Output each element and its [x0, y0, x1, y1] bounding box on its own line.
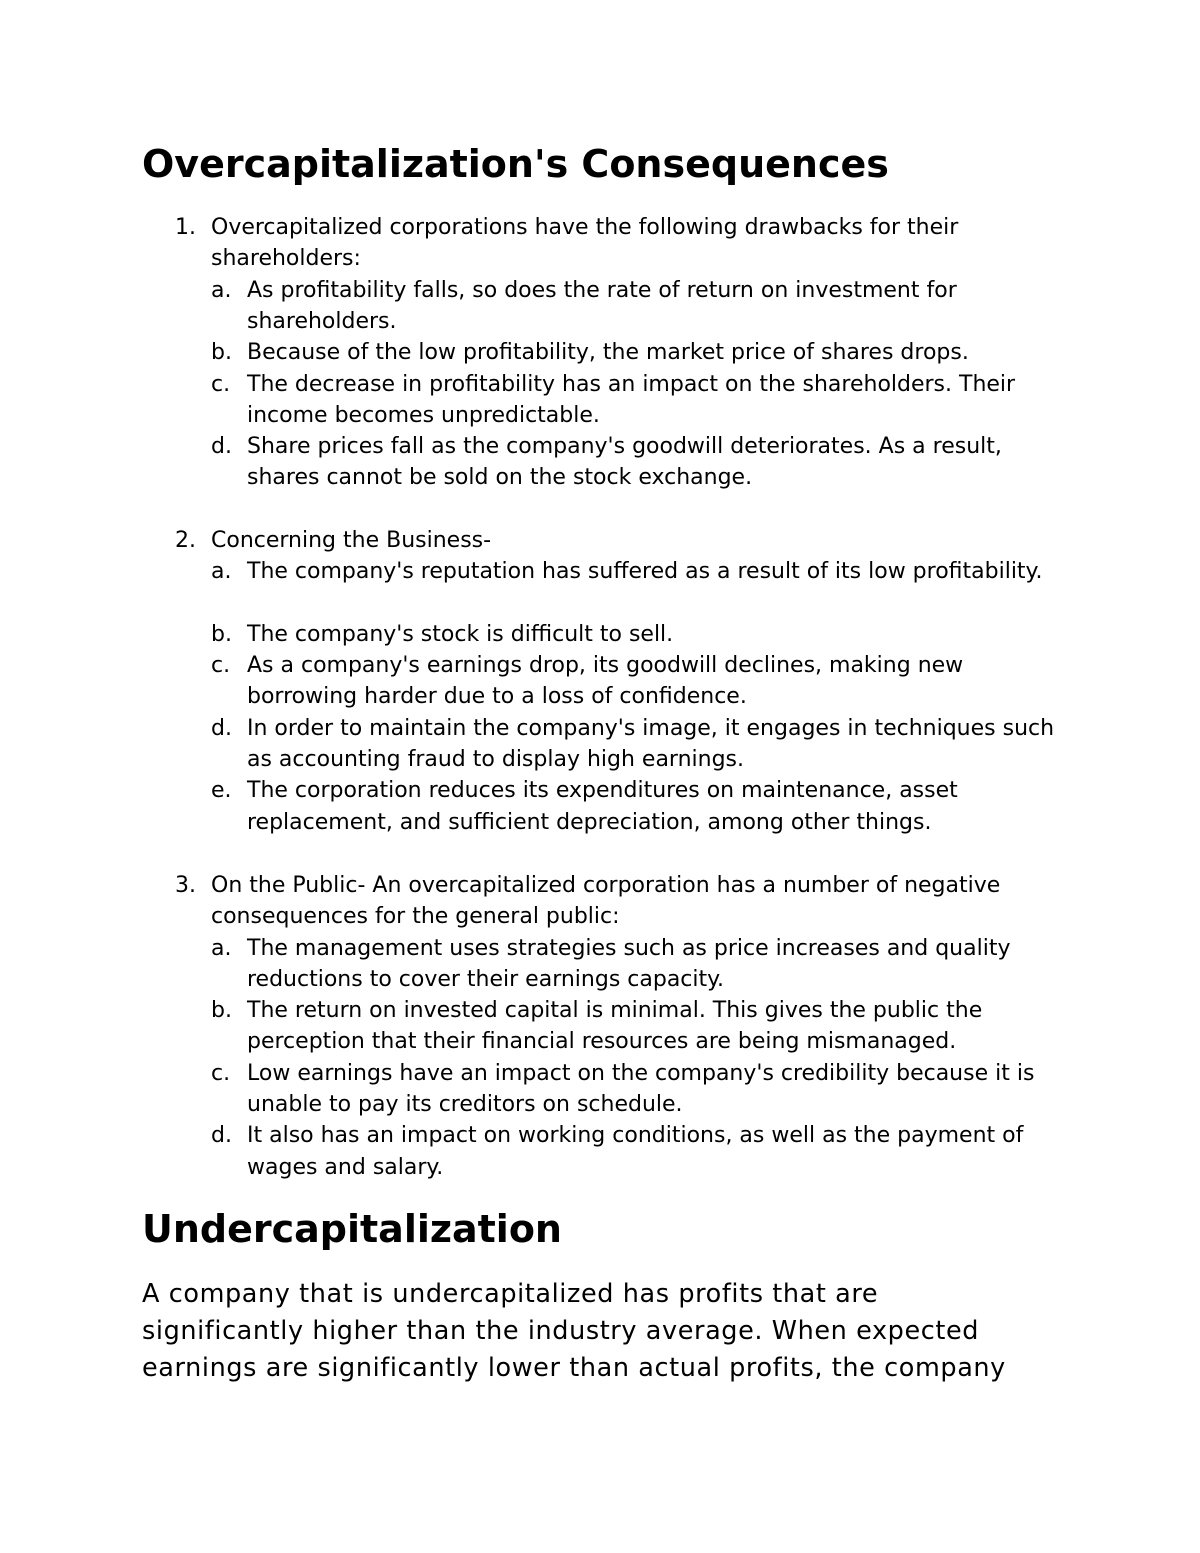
sub-marker: d. — [211, 434, 232, 460]
list-item-3 — [175, 870, 1075, 933]
sub-marker: d. — [211, 715, 232, 741]
sub-marker: a. — [211, 935, 232, 961]
sub-marker: c. — [211, 1060, 231, 1086]
sub-item-1b — [211, 337, 1071, 368]
sub-item-2c — [211, 650, 1071, 713]
sub-item-1a — [211, 275, 1071, 338]
list-item-text: On the Public- An overcapitalized corporation has a number of negative consequences for the general public: — [211, 873, 1001, 930]
sub-marker: b. — [211, 340, 232, 366]
sub-item-3d — [211, 1120, 1071, 1183]
sub-marker: b. — [211, 998, 232, 1024]
sub-item-text: The return on invested capital is minimal. This gives the public the perception that their financial resources are being mismanaged. — [247, 998, 983, 1055]
section-heading-undercapitalization: Undercapitalization — [142, 1207, 562, 1251]
sub-item-text: As a company's earnings drop, its goodwill declines, making new borrowing harder due to a loss of confidence. — [247, 653, 964, 710]
sub-marker: d. — [211, 1123, 232, 1149]
sub-item-text: As profitability falls, so does the rate of return on investment for shareholders. — [247, 277, 957, 334]
list-item-2 — [175, 525, 1075, 556]
sub-item-text: Share prices fall as the company's goodwill deteriorates. As a result, shares cannot be sold on the stock exchange. — [247, 434, 1002, 491]
sub-marker: a. — [211, 277, 232, 303]
list-marker: 3. — [175, 873, 196, 898]
list-item-1 — [175, 212, 1075, 275]
sub-item-text: The management uses strategies such as price increases and quality reductions to cover their earnings capacity. — [247, 935, 1011, 992]
sub-item-3b — [211, 995, 1071, 1058]
sub-item-text: The company's reputation has suffered as a result of its low profitability. — [247, 559, 1043, 585]
sub-item-text: In order to maintain the company's image, it engages in techniques such as accounting fraud to display high earnings. — [247, 715, 1055, 773]
sub-item-2b — [211, 619, 1071, 650]
section-heading-overcapitalization-consequences: Overcapitalization's Consequences — [142, 142, 889, 186]
sub-marker: c. — [211, 371, 231, 397]
sub-item-text: The decrease in profitability has an impact on the shareholders. Their income becomes unpredictable. — [247, 371, 1016, 428]
sub-marker: b. — [211, 621, 232, 647]
sub-item-1d — [211, 431, 1071, 494]
sub-item-text: The company's stock is difficult to sell. — [247, 621, 674, 647]
sub-item-text: It also has an impact on working conditions, as well as the payment of wages and salary. — [247, 1123, 1024, 1180]
sub-item-2d — [211, 713, 1071, 776]
sub-item-text: Because of the low profitability, the market price of shares drops. — [247, 340, 969, 366]
list-marker: 2. — [175, 528, 196, 553]
sub-marker: a. — [211, 559, 232, 585]
list-marker: 1. — [175, 215, 196, 240]
sub-item-2e — [211, 775, 1071, 838]
sub-marker: c. — [211, 653, 231, 679]
sub-item-3c — [211, 1058, 1071, 1121]
sub-item-1c — [211, 369, 1071, 432]
sub-item-text: The corporation reduces its expenditures on maintenance, asset replacement, and sufficient depreciation, among other things. — [247, 778, 958, 835]
list-item-text: Concerning the Business- — [211, 528, 492, 553]
sub-marker: e. — [211, 778, 232, 804]
undercapitalization-paragraph: A company that is undercapitalized has profits that are significantly higher than the industry average. When expected earnings are significantly lower than actual profits, the company — [142, 1279, 1006, 1383]
sub-item-text: Low earnings have an impact on the company's credibility because it is unable to pay its creditors on schedule. — [247, 1060, 1035, 1118]
sub-item-3a — [211, 933, 1071, 996]
sub-item-2a — [211, 556, 1071, 587]
list-item-text: Overcapitalized corporations have the following drawbacks for their shareholders: — [211, 215, 959, 272]
